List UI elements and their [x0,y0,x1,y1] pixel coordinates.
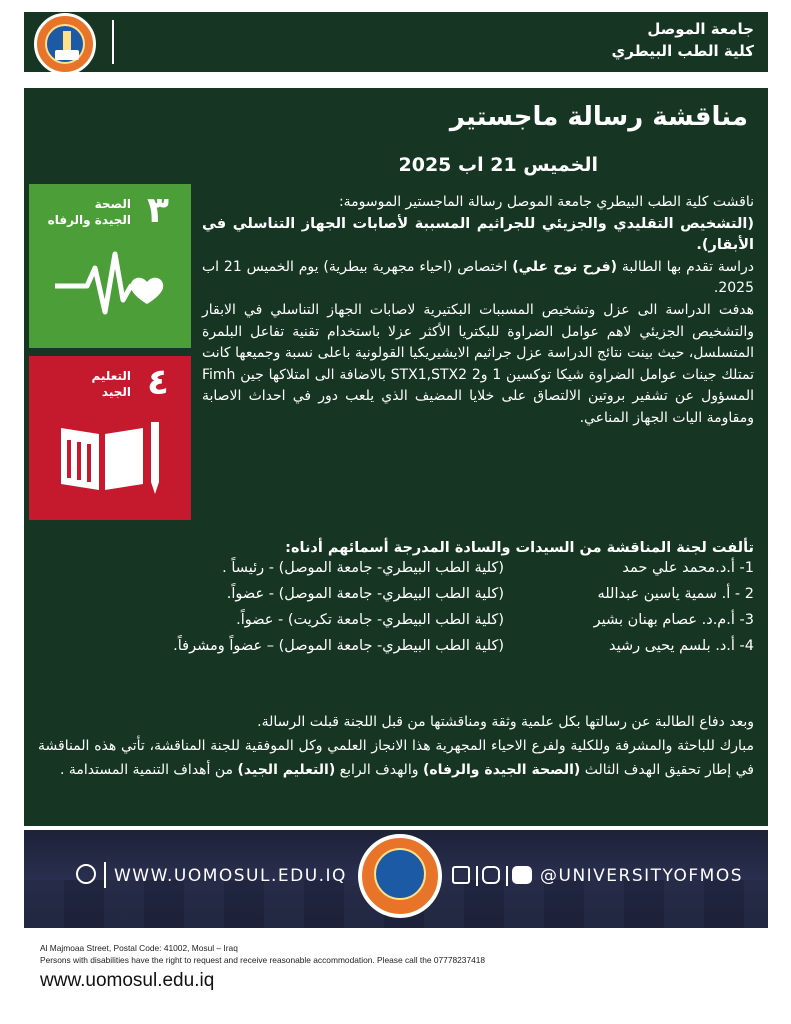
sdg4-label [92,368,132,400]
sdg4-label-line1: التعليم [91,369,131,383]
closing-p1: وبعد دفاع الطالبة عن رسالتها بكل علمية وثقة ومناقشتها من قبل اللجنة قبلت الرسالة. [257,714,754,730]
sdg3-tile [29,184,191,348]
committee-member [38,586,754,612]
accessibility-text: Persons with disabilities have the right to request and receive reasonable accommodation. Please call the 07778237418 [40,955,486,965]
intro-text: ناقشت كلية الطب البيطري جامعة الموصل رسالة الماجستير الموسومة: [338,194,754,210]
closing-p2-b: والهدف الرابع [339,762,419,778]
committee-member [38,612,754,638]
member-name: 1- أ.د.محمد علي حمد [622,560,754,576]
sdg4-label-line2: الجيد [101,385,131,399]
youtube-icon[interactable] [512,866,532,884]
article-body [202,192,754,430]
student-name: (فرح نوح علي) [512,258,618,275]
header-names [612,18,755,62]
sdg3-label [48,196,131,228]
member-role: (كلية الطب البيطري- جامعة الموصل) - رئيساً . [222,560,504,576]
committee-section [38,540,754,664]
student-line [202,257,754,300]
address-text: Al Majmoaa Street, Postal Code: 41002, Mosul – Iraq [40,943,238,953]
footer-divider [104,862,106,888]
address-block [40,942,485,966]
date-line: الخميس 21 اب 2025 [398,154,598,176]
member-name: 3- أ.م.د. عصام بهنان بشير [593,612,754,628]
footer-website-link[interactable]: WWW.UOMOSUL.EDU.IQ [114,866,347,886]
closing-p2-c: من أهداف التنمية المستدامة . [59,762,234,778]
aim-text: هدفت الدراسة الى عزل وتشخيص المسببات البكتيرية لاصابات الجهاز التناسلي في الابقار والتشخيص الجزيئي لاهم عوامل الضراوة للبكتريا الأكثر عزلا باستخدام تقنية تفاعل البلمرة المتسلسل، حيث بينت نتائج الدراسة عزل جراثيم الايشيريكيا القولونية باعلى نسبة وجميعها كانت تمتلك جينات عوامل الضراوة شيكا توكسين 1 و2 STX1,STX2 بالاضافة الى امتلاكها جين Fimh المسؤول عن تشفير بروتين الالتصاق على خلايا المضيف الذي يلعب دور في احداث الاصابة ومقاومة اليات الجهاز المناعي. [202,301,754,426]
student-pre: دراسة تقدم بها الطالبة [621,258,755,275]
footer-university-logo [358,834,442,918]
goal4-text: (التعليم الجيد) [237,762,336,778]
thesis-title: (التشخيص التقليدي والجزيئي للجراثيم المسببة لأصابات الجهاز التناسلي في الأبقار). [202,215,754,254]
goal3-text: (الصحة الجيدة والرفاه) [422,762,581,778]
social-divider [476,866,478,886]
social-handle[interactable]: @UNIVERSITYOFMOS [540,866,743,886]
header-bar [24,12,768,72]
globe-icon [76,864,96,884]
closing-p2 [38,734,754,782]
page-title: مناقشة رسالة ماجستير [449,102,748,132]
university-name: جامعة الموصل [647,20,754,38]
member-role: (كلية الطب البيطري- جامعة الموصل) - عضواً. [226,586,504,602]
instagram-icon[interactable] [482,866,500,884]
university-logo [34,13,96,75]
header-divider [112,20,114,64]
member-name: 4- أ.د. بلسم يحيى رشيد [608,638,754,654]
member-name: 2 - أ. سمية ياسين عبدالله [597,586,754,602]
member-role: (كلية الطب البيطري- جامعة الموصل) – عضواً ومشرفاً. [173,638,504,654]
closing-section [38,710,754,782]
sdg4-number: ٤ [147,362,169,403]
closing-p2-a: مبارك للباحثة والمشرفة وللكلية ولفرع الاحياء المجهرية هذا الانجاز العلمي وكل الموفقية للجنة المناقشة، تأتي هذه المناقشة في إطار تحقيق الهدف الثالث [38,738,754,778]
social-divider [506,866,508,886]
sdg3-number: ٣ [147,190,169,231]
sdg3-label-line2: الجيدة والرفاه [47,213,131,227]
book-pencil-icon [55,418,165,498]
sdg3-label-line1: الصحة [94,197,131,211]
site-url[interactable]: www.uomosul.edu.iq [40,970,215,991]
committee-member [38,638,754,664]
student-post: اختصاص (احياء مجهرية بيطرية) يوم الخميس 21 اب 2025. [202,258,754,297]
college-name: كلية الطب البيطري [611,42,754,60]
member-role: (كلية الطب البيطري- جامعة تكريت) - عضواً. [236,612,504,628]
sdg4-tile [29,356,191,520]
news-panel [24,88,768,826]
committee-heading: تألفت لجنة المناقشة من السيدات والسادة المدرجة أسمائهم أدناه: [285,540,754,556]
facebook-icon[interactable] [452,866,470,884]
heartbeat-icon [55,246,165,326]
committee-member [38,560,754,586]
